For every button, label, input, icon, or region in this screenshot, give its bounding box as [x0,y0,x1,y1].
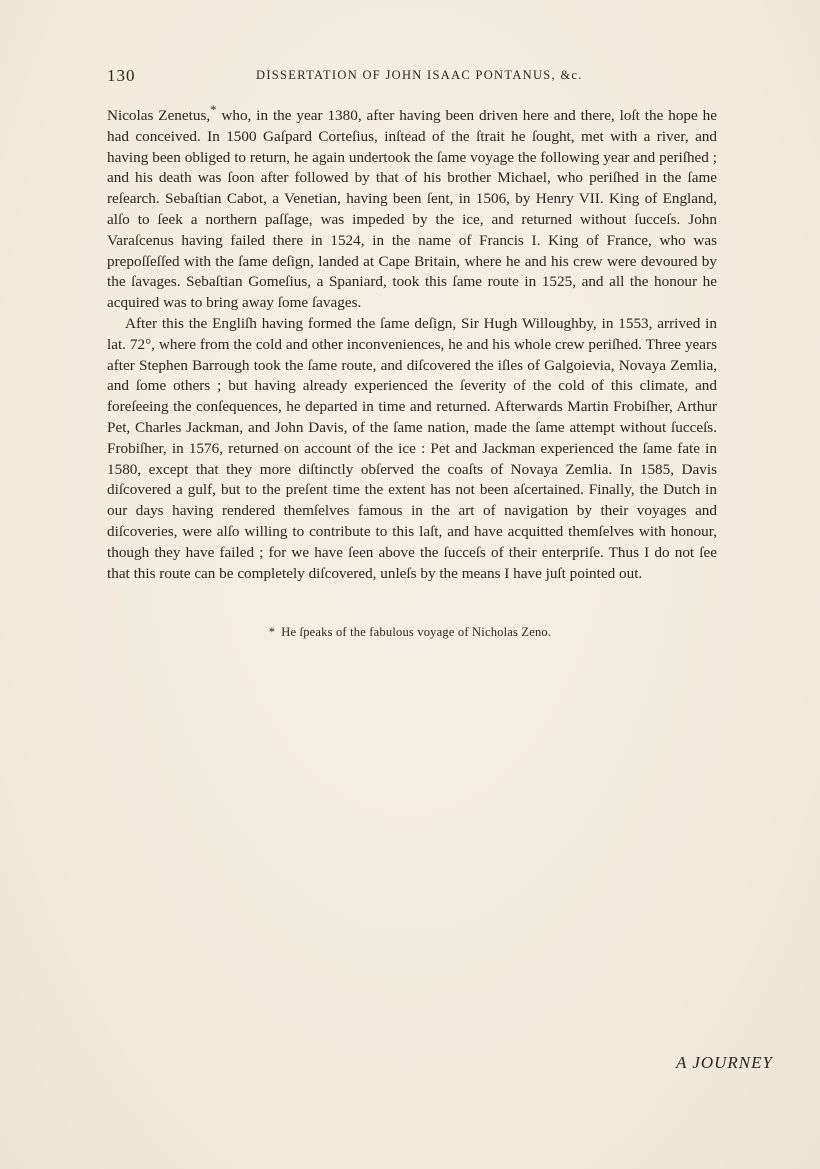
paragraph-2: After this the Engliſh having formed the ſame deſign, Sir Hugh Willoughby, in 1553, arrived in lat. 72°, where from the cold and other inconveniences, he and his whole crew periſhed. Three years after Stephen Barrough took the ſame route, and diſcovered the iſles of Galgoievia, Novaya Zemlia, and ſome others ; but having already experienced the ſeverity of the cold of this climate, and foreſeeing the conſequences, he departed in time and returned. Afterwards Martin Frobiſher, Arthur Pet, Charles Jackman, and John Davis, of the ſame nation, made the ſame attempt without ſucceſs. Frobiſher, in 1576, returned on account of the ice : Pet and Jackman experienced the ſame fate in 1580, except that they more diſtinctly obſerved the coaſts of Novaya Zemlia. In 1585, Davis diſcovered a gulf, but to the preſent time the extent has not been aſcertained. Finally, the Dutch in our days having rendered themſelves famous in the art of navigation by their voyages and diſcoveries, were alſo willing to contribute to this laſt, and have acquitted themſelves with honour, though they have failed ; for we have ſeen above the ſucceſs of their enterpriſe. Thus I do not ſee that this route can be completely diſcovered, unleſs by the means I have juſt pointed out. [107,315,717,582]
page-number: 130 [107,66,136,85]
body-text [107,100,717,584]
paragraph-1-text: who, in the year 1380, after having been driven here and there, loſt the hope he had conceived. In 1500 Gaſpard Corteſius, inſtead of the ſtrait he ſought, met with a river, and having been obliged to return, he again undertook the ſame voyage the following year and periſhed ; and his death was ſoon after followed by that of his brother Michael, who periſhed in the ſame reſearch. Sebaſtian Cabot, a Venetian, having been ſent, in 1506, by Henry VII. King of England, alſo to ſeek a northern paſſage, was impeded by the ice, and returned without ſucceſs. John Varaſcenus having failed there in 1524, in the name of Francis I. King of France, who was prepoſſeſſed with the ſame deſign, landed at Cape Britain, where he and his crew were devoured by the ſavages. Sebaſtian Gomeſius, a Spaniard, took this ſame route in 1525, and all the honour he acquired was to bring away ſome ſavages. [107,107,717,312]
page-header [107,66,717,88]
running-title: DISSERTATION OF JOHN ISAAC PONTANUS, &c. [256,68,583,82]
footnote-text: He ſpeaks of the fabulous voyage of Nicholas Zeno. [281,625,552,639]
footnote-reference: * [210,103,217,117]
paragraph-1-lead: Nicolas Zenetus, [107,107,211,125]
catchword: A JOURNEY [676,1053,773,1072]
footnote-mark: * [268,625,276,639]
paragraph-1 [107,100,717,314]
footnote [0,625,820,640]
